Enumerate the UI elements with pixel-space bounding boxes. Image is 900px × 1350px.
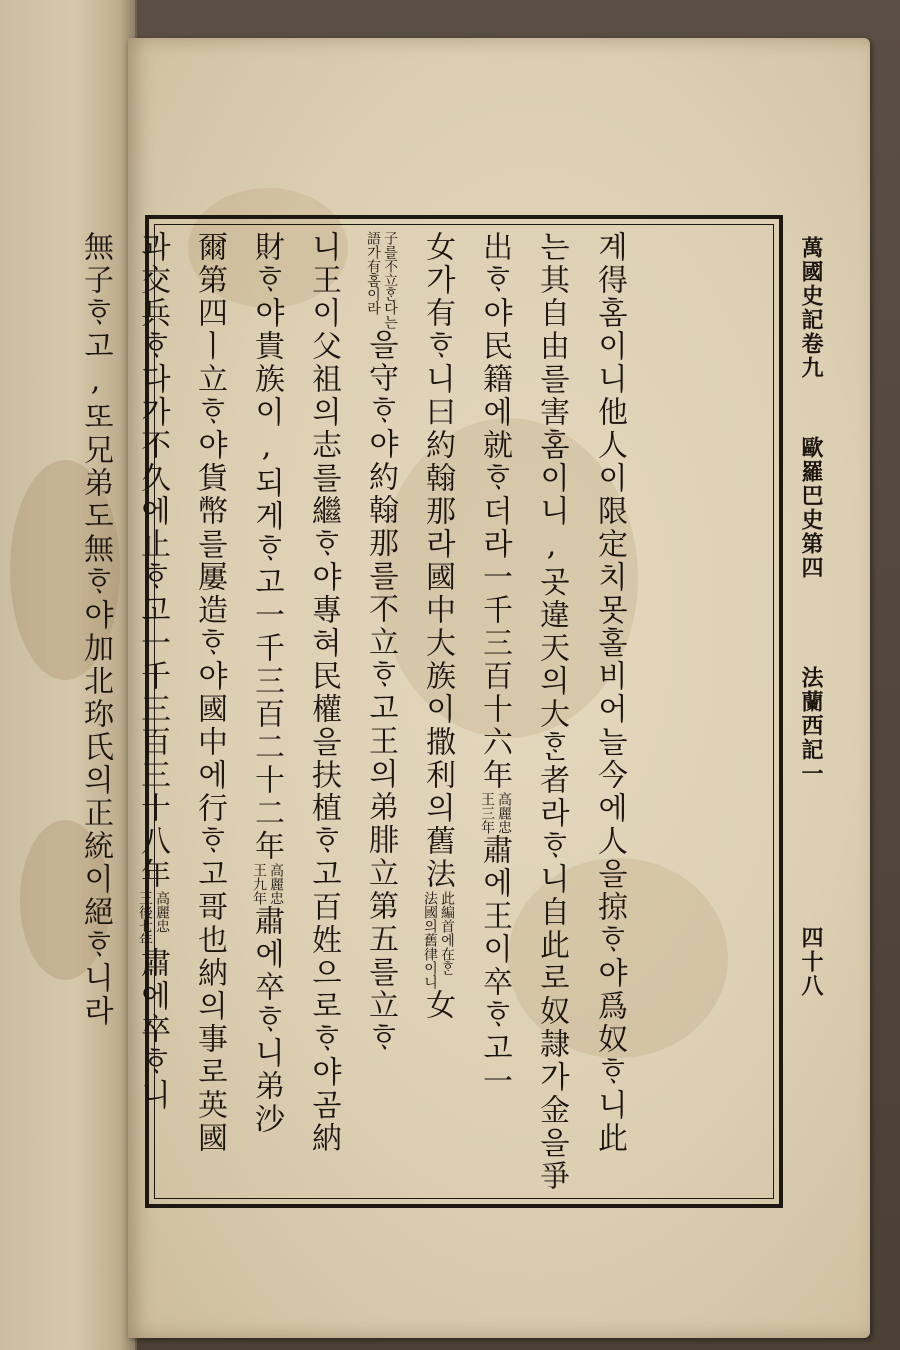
interlinear-note [249, 863, 283, 905]
interlinear-note-line: 王後七年 [137, 891, 153, 947]
text-run: 는其自由를害홈이니,곳違天의大ᄒᆞᆫ者라ᄒᆞ니自此로奴隷가金을爭 [534, 231, 569, 1193]
text-run: 肅에卒ᄒᆞ니 [135, 947, 170, 1112]
interlinear-note-line: 語가有홈이라 [365, 231, 381, 315]
interlinear-note [363, 231, 397, 329]
text-column [534, 231, 568, 1193]
text-run: 女 [420, 989, 455, 1022]
left-page [0, 0, 137, 1350]
interlinear-note-line: 法國의舊律이니 [422, 891, 438, 989]
section-title: 歐羅巴史第四 [798, 436, 824, 580]
text-column [192, 231, 226, 1155]
text-run: 財ᄒᆞ야貴族이,되게ᄒᆞ고一千三百二十二年 [249, 231, 284, 863]
interlinear-note [135, 891, 169, 947]
interlinear-note-line: 王九年 [251, 863, 267, 905]
interlinear-note-line: 王三年 [479, 792, 495, 834]
interlinear-note-line: 高麗忠 [268, 863, 284, 905]
text-run: 女가有ᄒᆞ니曰約翰那라國中大族이撒利의舊法 [420, 231, 455, 891]
text-run: 無子ᄒᆞ고,또兄弟도無ᄒᆞ야加北珎氏의正統이絕ᄒᆞ니라 [78, 231, 113, 1028]
chapter-title: 法蘭西記一 [798, 666, 824, 786]
text-run: 爾第四ㅣ立ᄒᆞ야貨幣를屢造ᄒᆞ야國中에行ᄒᆞ고哥也納의事로英國 [192, 231, 227, 1155]
interlinear-note [477, 792, 511, 834]
text-column [592, 231, 626, 1155]
text-run: 出ᄒᆞ야民籍에就ᄒᆞ더라一千三百十六年 [477, 231, 512, 792]
text-frame [78, 215, 783, 1208]
book-title: 萬國史記卷九 [798, 236, 824, 380]
text-column [135, 231, 169, 1112]
text-run: 계得홈이니他人이限定치못홀비어늘今에人을掠ᄒᆞ야爲奴ᄒᆞ니此 [592, 231, 627, 1155]
text-run: 을守ᄒᆞ야約翰那를不立ᄒᆞ고王의弟腓立第五를立ᄒᆞ [363, 329, 398, 1055]
interlinear-note-line: 高麗忠 [154, 891, 170, 933]
text-column [306, 231, 340, 1155]
text-column [78, 231, 112, 1028]
text-run: 니王이父祖의志를繼ᄒᆞ야專혀民權을扶植ᄒᆞ고百姓으로ᄒᆞ야곰納 [306, 231, 341, 1155]
running-header [796, 236, 826, 996]
text-run: 肅에卒ᄒᆞ니弟沙 [249, 905, 284, 1136]
text-run: 肅에王이卒ᄒᆞ고一 [477, 834, 512, 1098]
text-frame-inner-rule [154, 224, 774, 1199]
text-column [420, 231, 454, 1022]
text-run: 과交兵ᄒᆞ다가不久에止ᄒᆞ고一千三百三十八年 [135, 231, 170, 891]
page-number: 四十八 [798, 926, 824, 998]
text-column [363, 231, 397, 1055]
interlinear-note [420, 891, 454, 989]
text-column [477, 231, 511, 1098]
interlinear-note-line: 此編首에在ᄒᆞᆫ [439, 891, 455, 975]
text-column [249, 231, 283, 1136]
interlinear-note-line: 子를不立ᄒᆞᆫ다는 [382, 231, 398, 329]
interlinear-note-line: 高麗忠 [496, 792, 512, 834]
